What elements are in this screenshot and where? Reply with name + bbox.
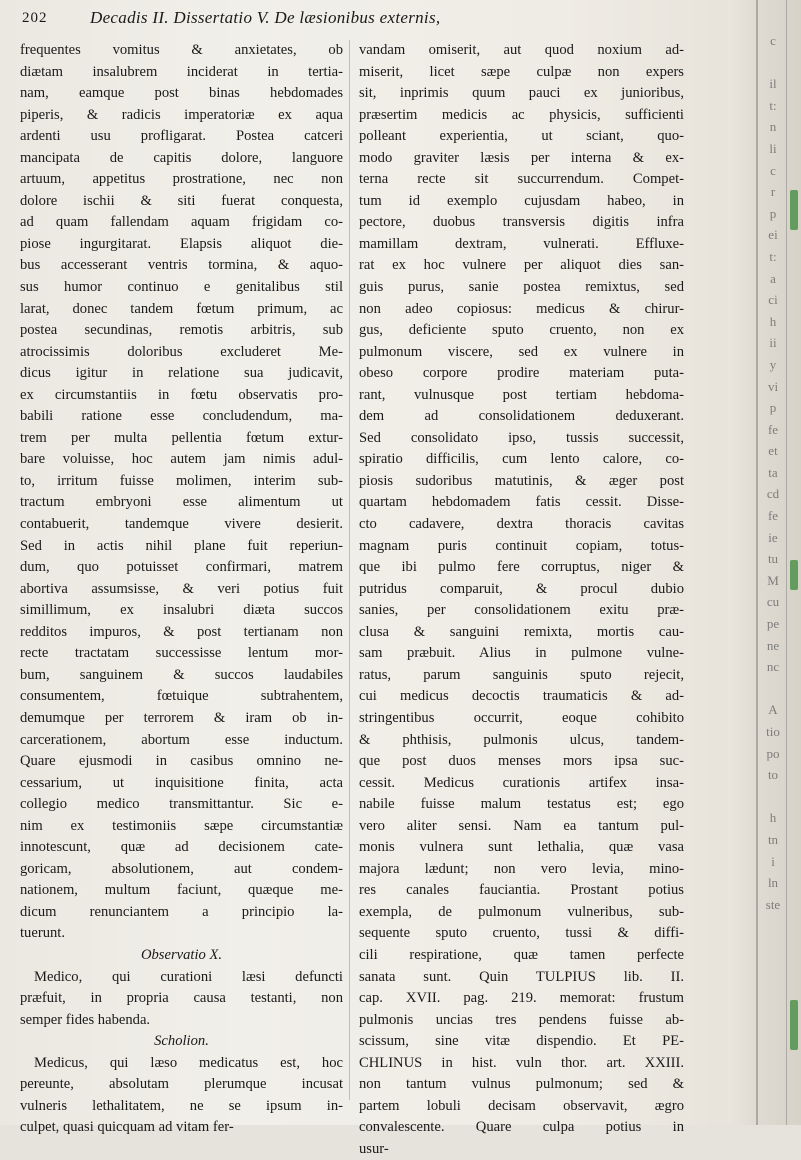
text-line: ex circumstantiis in fœtu observatis pro- — [20, 386, 343, 403]
show-through-glyph: A — [768, 702, 778, 718]
show-through-glyph: n — [769, 119, 777, 135]
text-line: modo graviter læsis per interna & ex- — [359, 149, 684, 166]
text-line: clusa & sanguini remixta, mortis cau- — [359, 623, 684, 640]
show-through-glyph: ta — [768, 464, 778, 480]
show-through-glyph: ii — [769, 335, 777, 351]
text-line: majora lædunt; non vero levia, mino- — [359, 860, 684, 877]
text-line: contabuerit, tandemque vivere desierit. — [20, 516, 343, 533]
show-through-glyph: vi — [767, 378, 779, 394]
text-line: sam præbuit. Alius in pulmone vulne- — [359, 645, 684, 662]
show-through-glyph: il — [769, 76, 777, 92]
text-line: bus accesserant ventris tormina, & aquo- — [20, 257, 343, 274]
show-through-glyph: cu — [766, 594, 780, 610]
text-line: consumentem, fœtuique subtrahentem, — [20, 688, 343, 705]
column-divider — [349, 40, 350, 1100]
text-line: frequentes vomitus & anxietates, ob — [20, 42, 343, 58]
text-line: spiratio difficilis, cum lento calore, co- — [359, 451, 684, 468]
text-line: non tantum vulnus pulmonum; sed & — [359, 1076, 684, 1093]
show-through-glyph: tu — [767, 551, 779, 567]
text-line: Quare ejusmodi in casibus omnino ne- — [20, 753, 343, 770]
text-line: cessarium, ut inquisitione finita, acta — [20, 774, 343, 791]
text-line: Medico, qui curationi læsi defuncti — [34, 968, 343, 985]
text-line: postea secundinas, remotis arbitris, sub — [20, 322, 343, 339]
show-through-glyph: tn — [767, 831, 779, 847]
text-line: cap. XVII. pag. 219. memorat: frustum — [359, 990, 684, 1007]
show-through-glyph: cd — [766, 486, 780, 502]
text-line: terna recte sit succurrendum. Compet- — [359, 171, 684, 188]
text-line: guis purus, sanie postea remixtus, sed — [359, 279, 684, 296]
show-through-glyph: p — [769, 400, 777, 416]
show-through-glyph — [762, 786, 784, 808]
show-through-glyph — [762, 52, 784, 74]
text-line: exempla, de pulmonum vulneribus, sub- — [359, 903, 684, 920]
text-line: partem lobuli decisam observavit, ægro — [359, 1097, 684, 1114]
page-edge-line-outer — [786, 0, 787, 1125]
show-through-glyph: y — [769, 356, 777, 372]
text-line: vandam omiserit, aut quod noxium ad- — [359, 42, 684, 58]
show-through-glyph: ln — [767, 875, 779, 891]
text-line: obeso corpore prodire materiam puta- — [359, 365, 684, 382]
show-through-glyph: p — [769, 205, 777, 221]
text-line: pulmonis uncias tres pendens fuisse ab- — [359, 1011, 684, 1028]
text-line: sequente sputo cruento, tussi & diffi- — [359, 925, 684, 942]
show-through-glyph: a — [770, 270, 776, 286]
text-line: mamillam dextram, vulnerati. Effluxe- — [359, 235, 684, 252]
text-line: diætam insalubrem inciderat in tertia- — [20, 63, 343, 80]
text-line: to, irritum fuisse molimen, interim sub- — [20, 472, 343, 489]
show-through-glyph: h — [769, 313, 777, 329]
show-through-glyph: to — [767, 767, 779, 783]
text-line: larat, donec tandem fœtum primum, ac — [20, 300, 343, 317]
green-tab-marker — [790, 1000, 798, 1050]
green-tab-marker — [790, 190, 798, 230]
text-line: dolore ischii & siti fuerat conquesta, — [20, 192, 343, 209]
text-line: bare voluisse, hoc autem jam nimis adul- — [20, 451, 343, 468]
text-line: atrocissimis doloribus excluderet Me- — [20, 343, 343, 360]
text-line: ratus, parum sanguinis sputo rejecit, — [359, 666, 684, 683]
text-line: nim ex testimoniis sæpe circumstantiæ — [20, 817, 343, 834]
text-line: piosis sudoribus matutinis, & æger post — [359, 472, 684, 489]
text-line: miserit, licet sæpe culpæ non expers — [359, 63, 684, 80]
text-line: gus, deficiente sputo cruento, non ex — [359, 322, 684, 339]
text-line: cessit. Medicus curationis artifex insa- — [359, 774, 684, 791]
text-line: nabile fuisse malum testatus est; ego — [359, 796, 684, 813]
show-through-text — [762, 30, 784, 915]
text-line: CHLINUS in hist. vuln thor. art. XXIII. — [359, 1054, 684, 1071]
text-line: nam, eamque post binas hebdomades — [20, 85, 343, 102]
text-line: collegio medico transmittantur. Sic e- — [20, 796, 343, 813]
green-tab-marker — [790, 560, 798, 590]
show-through-glyph: nc — [766, 659, 780, 675]
text-line: goricam, absolutionem, aut condem- — [20, 860, 343, 877]
text-line: abortiva assumsisse, & veri potius fuit — [20, 580, 343, 597]
text-line: que ibi pulmo fere corruptus, niger & — [359, 559, 684, 576]
show-through-glyph: i — [771, 853, 775, 869]
show-through-glyph: fe — [767, 508, 779, 524]
show-through-glyph: ne — [766, 637, 780, 653]
text-line: simillimum, ex insalubri diæta succos — [20, 602, 343, 619]
text-line: cto cadavere, dextra thoracis cavitas — [359, 516, 684, 533]
text-line: Scholion. — [154, 1033, 209, 1050]
show-through-glyph: c — [770, 33, 776, 48]
text-line: vulneris lethalitatem, ne se ipsum in- — [20, 1097, 343, 1114]
text-line: ad quam fallendam aquam frigidam co- — [20, 214, 343, 231]
show-through-glyph: r — [770, 184, 776, 200]
show-through-glyph: h — [769, 810, 777, 826]
text-line: piperis, & radicis imperatoriæ ex aqua — [20, 106, 343, 123]
text-line: præfuit, in propria causa testanti, non — [20, 990, 343, 1007]
text-line: sit, inprimis quum pauci ex junioribus, — [359, 85, 684, 102]
text-line: culpet, quasi quicquam ad vitam fer- — [20, 1119, 234, 1136]
show-through-glyph: tio — [766, 724, 780, 739]
text-line: redditos impuros, & post tertianam non — [20, 623, 343, 640]
right-text-column — [359, 40, 684, 1160]
text-line: præsertim medicis ac physicis, sufficienti — [359, 106, 684, 123]
text-line: mancipata de capitis dolore, languore — [20, 149, 343, 166]
text-line: semper fides habenda. — [20, 1011, 151, 1028]
show-through-glyph: t: — [769, 97, 777, 113]
show-through-glyph: ei — [768, 227, 778, 243]
text-line: dum, quo potuisset confirmari, matrem — [20, 559, 343, 576]
text-line: demumque per terrorem & iram ob in- — [20, 709, 343, 726]
show-through-glyph: t: — [769, 248, 777, 264]
text-line: Sed in actis nihil plane fuit reperiun- — [20, 537, 343, 554]
text-line: quartam hebdomadem fatis cessit. Disse- — [359, 494, 684, 511]
page-edge-line — [756, 0, 758, 1125]
show-through-glyph — [762, 678, 784, 700]
text-line: cili respiratione, quæ tamen perfecte — [359, 946, 684, 963]
text-line: pectore, duobus transversis digitis infra — [359, 214, 684, 231]
text-line: piose ingurgitarat. Elapsis aliquot die- — [20, 235, 343, 252]
text-line: Sed consolidato ipso, tussis successit, — [359, 429, 684, 446]
text-line: dem ad consolidationem deduxerant. — [359, 408, 684, 425]
text-line: res canales fauciantia. Prostant potius — [359, 882, 684, 899]
text-line: que post duos menses mors ipsa suc- — [359, 753, 684, 770]
text-line: vero aliter sensi. Nam ea tantum pul- — [359, 817, 684, 834]
show-through-glyph: li — [769, 140, 777, 156]
text-line: tum id exemplo cujusdam habeo, in — [359, 192, 684, 209]
text-line: non adeo copiosus: medicus & chirur- — [359, 300, 684, 317]
text-line: pereunte, absolutam plerumque incusat — [20, 1076, 343, 1093]
show-through-glyph: fe — [767, 421, 779, 437]
text-line: rat ex hoc vulnere per aliquot dies san- — [359, 257, 684, 274]
text-line: tractum embryoni esse alimentum ut — [20, 494, 343, 511]
show-through-glyph: ci — [768, 292, 778, 308]
text-line: carcerationem, abortum esse inductum. — [20, 731, 343, 748]
show-through-glyph: et — [768, 443, 778, 459]
show-through-glyph: M — [767, 572, 779, 588]
text-line: dicus igitur in relatione sua judicavit, — [20, 365, 343, 382]
text-line: trem per multa pellentia fœtum extur- — [20, 429, 343, 446]
show-through-glyph: ste — [765, 896, 781, 912]
running-header — [22, 8, 762, 32]
text-line: nationem, multum faciunt, quæque me- — [20, 882, 343, 899]
running-title: Decadis II. Dissertatio V. De læsionibus externis, — [90, 8, 441, 27]
text-line: sus humor continuo e genitalibus stil — [20, 279, 343, 296]
text-line: artuum, appetitus prostratione, nec non — [20, 171, 343, 188]
text-line: recte tractatam successisse lentum mor- — [20, 645, 343, 662]
text-line: & phthisis, pulmonis ulcus, tandem- — [359, 731, 684, 748]
text-line: bum, sanguinem & succos laudabiles — [20, 666, 343, 683]
text-line: usur- — [359, 1140, 389, 1157]
text-line: scissum, sine vitæ dispendio. Et PE- — [359, 1033, 684, 1050]
left-text-column — [20, 40, 343, 1139]
text-line: rant, vulnusque post tertiam hebdoma- — [359, 386, 684, 403]
page-number: 202 — [22, 10, 48, 26]
text-line: magnam puris continuit copiam, totus- — [359, 537, 684, 554]
text-line: tuerunt. — [20, 925, 65, 942]
text-line: cui medicus decoctis traumaticis & ad- — [359, 688, 684, 705]
text-line: Medicus, qui læso medicatus est, hoc — [34, 1054, 343, 1071]
text-line: sanata sunt. Quin TULPIUS lib. II. — [359, 968, 684, 985]
text-line: ardenti usu profligarat. Postea catceri — [20, 128, 343, 145]
text-line: pulmonum viscere, sed ex vulnere in — [359, 343, 684, 360]
text-line: innotescunt, quæ ad decisionem cate- — [20, 839, 343, 856]
show-through-glyph: pe — [766, 616, 780, 632]
facing-page-bleed — [728, 0, 801, 1125]
text-line: monis vulnera sunt lethalia, quæ vasa — [359, 839, 684, 856]
text-line: Observatio X. — [140, 946, 223, 963]
text-line: dicum renunciantem a principio la- — [20, 903, 343, 920]
text-line: babili ratione esse concludendum, ma- — [20, 408, 343, 425]
text-line: stringentibus occurrit, eoque cohibito — [359, 709, 684, 726]
show-through-glyph: c — [770, 162, 776, 178]
text-line: sanies, per consolidationem exitu præ- — [359, 602, 684, 619]
text-line: putridus comparuit, & procul dubio — [359, 580, 684, 597]
show-through-glyph: po — [766, 745, 780, 761]
show-through-glyph: ie — [768, 529, 778, 545]
text-line: convalescente. Quare culpa potius in — [359, 1119, 684, 1136]
text-line: polleant experientia, ut sciant, quo- — [359, 128, 684, 145]
